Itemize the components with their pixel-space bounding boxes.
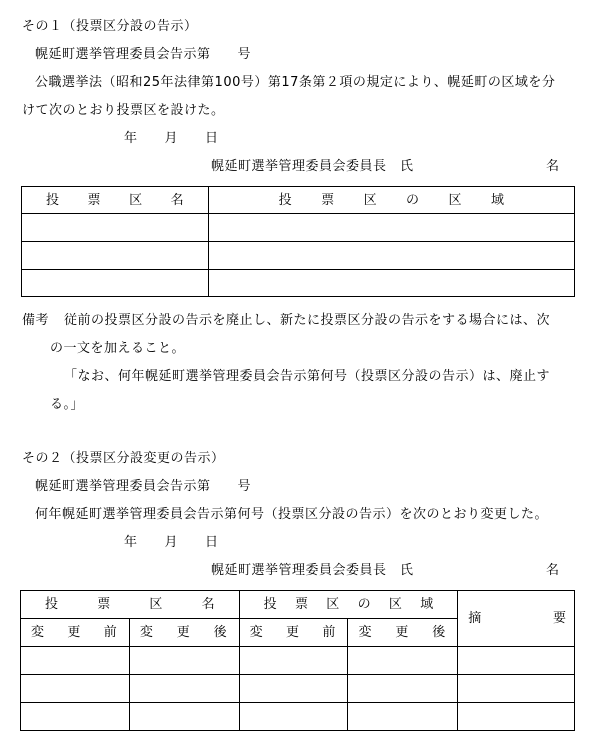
header-char: 更 [67,625,81,640]
header-after-change [348,619,458,647]
header-district-area [208,187,574,214]
table-header-row [22,187,575,214]
table-cell [21,675,130,703]
header-char: 名 [170,192,184,208]
table-row [22,270,575,297]
table-cell [129,703,239,731]
header-char: 変 [31,625,45,640]
header-char: 投 [278,192,292,208]
section1-signatory-name-suffix: 名 [546,159,560,174]
remarks-quote-line2: る。」 [50,397,85,412]
section2-signatory-name-suffix: 名 [546,563,560,578]
header-district-area [239,591,458,619]
header-char: 要 [552,611,566,626]
remarks-line1: 従前の投票区分設の告示を廃止し、新たに投票区分設の告示をする場合には、次 [64,313,551,328]
table-cell [22,270,209,297]
header-char: 票 [321,192,335,208]
header-char: の [357,597,371,612]
header-char: 後 [432,625,446,640]
table-cell [208,214,574,242]
table-cell [348,647,458,675]
header-char: 区 [448,192,462,208]
header-district-name [22,187,209,214]
table-row [21,647,575,675]
table-cell [21,703,130,731]
table-cell [239,647,348,675]
table-cell [208,270,574,297]
table-cell [129,647,239,675]
remarks-quote-line1: 「なお、何年幌延町選挙管理委員会告示第何号（投票区分設の告示）は、廃止す [64,369,551,384]
header-before-change [21,619,130,647]
header-summary [458,591,575,647]
section1-heading: その１（投票区分設の告示） [22,19,198,34]
table-row [22,214,575,242]
header-char: 変 [249,625,263,640]
header-char: 投 [263,597,277,612]
header-char: 前 [322,625,336,640]
section1-date: 年 月 日 [124,131,219,146]
header-char: 投 [46,192,60,208]
header-char: 名 [201,597,215,612]
header-char: 区 [129,192,143,208]
section2-date: 年 月 日 [124,535,219,550]
header-char: の [406,192,420,208]
header-before-change [239,619,348,647]
table-header-row [21,591,575,619]
header-char: 更 [286,625,300,640]
header-char: 区 [149,597,163,612]
header-char: 票 [97,597,111,612]
header-char: 票 [87,192,101,208]
header-char: 前 [103,625,117,640]
table-cell [458,647,575,675]
header-char: 摘 [468,611,482,626]
header-char: 投 [45,597,59,612]
table-cell [22,242,209,270]
header-after-change [129,619,239,647]
header-char: 区 [326,597,340,612]
section1-body-line1: 公職選挙法（昭和25年法律第100号）第17条第２項の規定により、幌延町の区域を分 [35,75,556,90]
section1-signatory: 幌延町選挙管理委員会委員長 氏 [211,159,414,174]
table-cell [239,703,348,731]
table-cell [208,242,574,270]
header-char: 区 [363,192,377,208]
section1-table [21,186,575,297]
header-char: 変 [358,625,372,640]
table-cell [348,703,458,731]
section2-signatory: 幌延町選挙管理委員会委員長 氏 [211,563,414,578]
table-cell [458,675,575,703]
table-cell [458,703,575,731]
section1-body-line2: けて次のとおり投票区を設けた。 [22,103,225,118]
header-char: 域 [490,192,504,208]
table-row [22,242,575,270]
header-char: 区 [388,597,402,612]
table-row [21,703,575,731]
table-cell [129,675,239,703]
header-district-name [21,591,240,619]
section2-table [20,590,575,731]
header-char: 域 [420,597,434,612]
table-cell [348,675,458,703]
header-char: 更 [395,625,409,640]
table-row [21,675,575,703]
section2-heading: その２（投票区分設変更の告示） [22,451,225,466]
header-char: 更 [176,625,190,640]
table-cell [22,214,209,242]
header-char: 後 [213,625,227,640]
section2-notice-number: 幌延町選挙管理委員会告示第 号 [35,479,252,494]
header-char: 票 [294,597,308,612]
table-cell [21,647,130,675]
table-cell [239,675,348,703]
remarks-line2: の一文を加えること。 [50,341,186,356]
section1-notice-number: 幌延町選挙管理委員会告示第 号 [35,47,252,62]
header-char: 変 [139,625,153,640]
remarks-label: 備考 [22,313,50,328]
section2-body-line1: 何年幌延町選挙管理委員会告示第何号（投票区分設の告示）を次のとおり変更した。 [35,507,549,522]
